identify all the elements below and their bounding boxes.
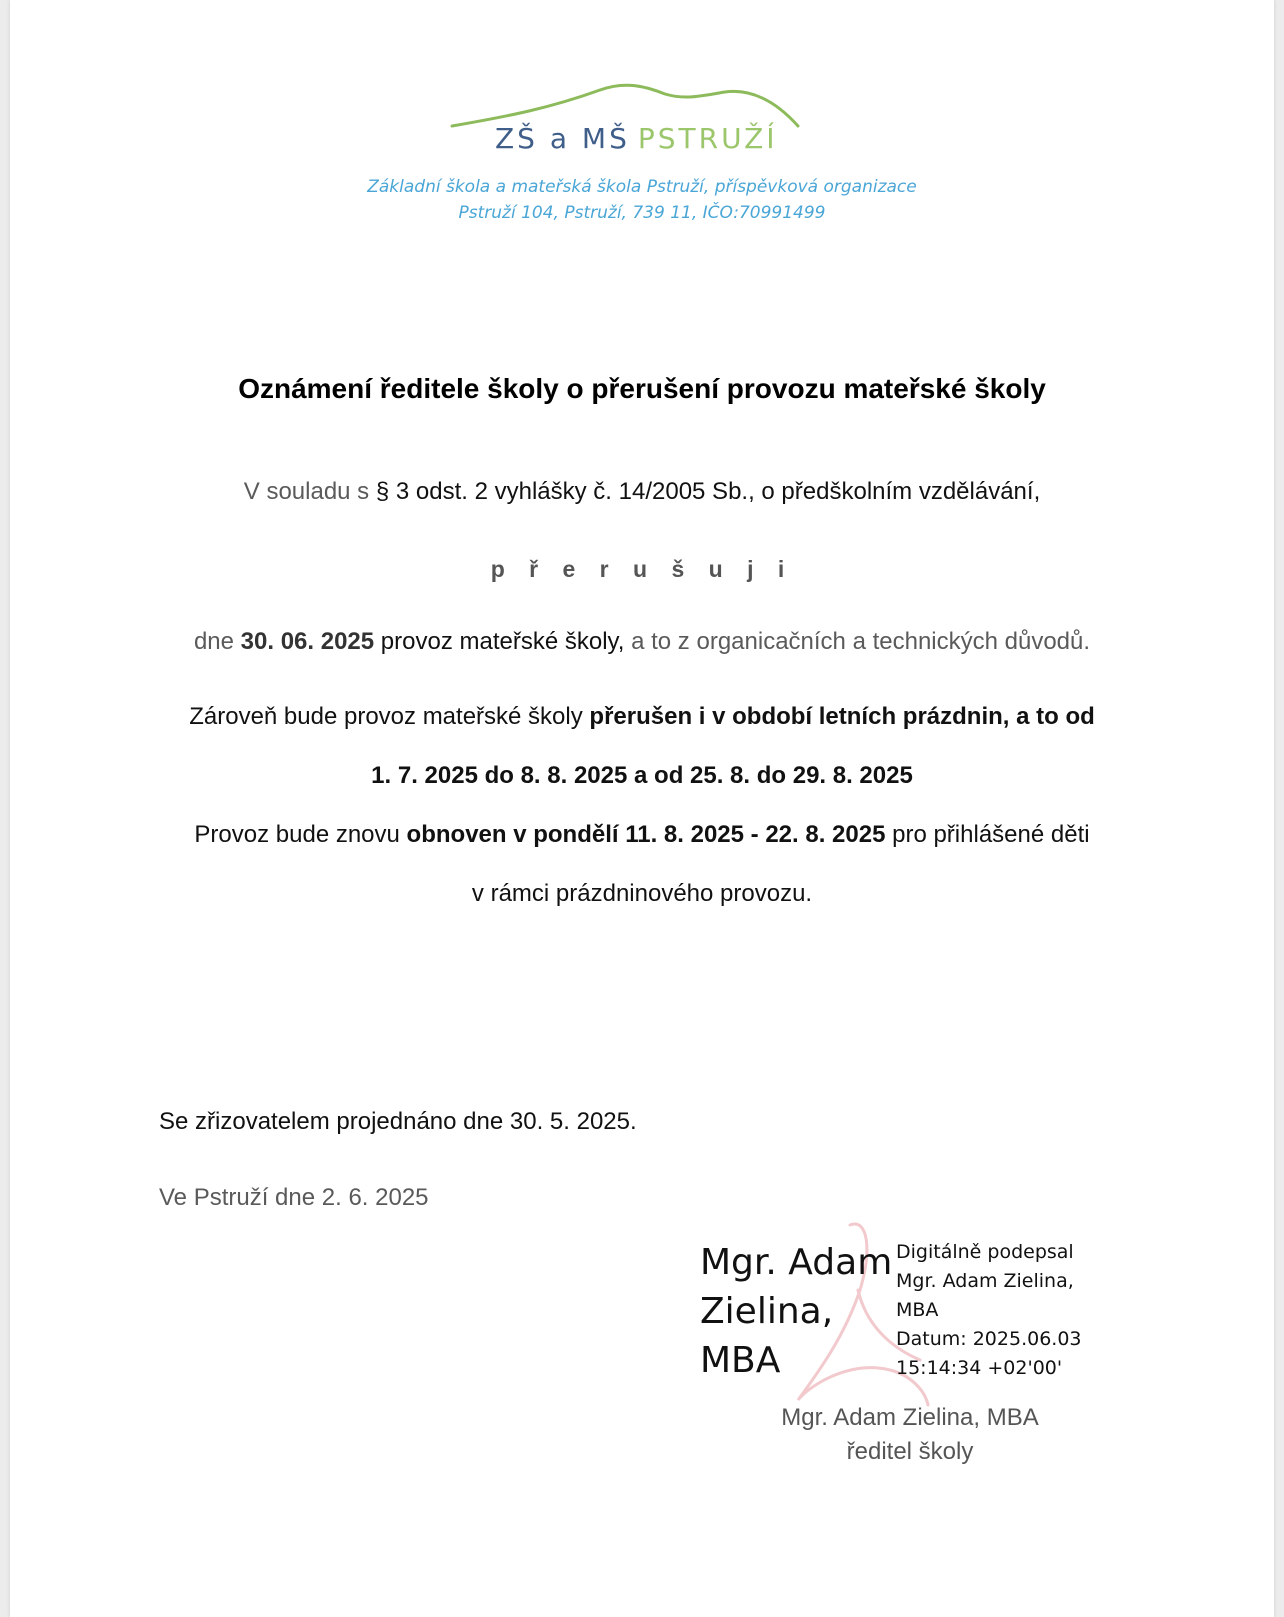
summer-interruption-line — [10, 703, 1274, 731]
logo-text-zs: ZŠ a MŠ — [495, 122, 630, 155]
date-prefix: dne — [193, 628, 241, 655]
logo-text-pstruzi: PSTRUŽÍ — [637, 122, 778, 155]
school-name: Základní škola a mateřská škola Pstruží, příspěvková organizace — [367, 177, 917, 197]
restart-line — [10, 821, 1274, 849]
restart-text: Provoz bude znovu — [194, 821, 407, 848]
school-logo — [450, 78, 830, 160]
interruption-date-line — [10, 628, 1274, 656]
signature-detail-line: Digitálně podepsal — [896, 1241, 1074, 1263]
summer-dates-line: 1. 7. 2025 do 8. 8. 2025 a od 25. 8. do 29. 8. 2025 — [371, 762, 913, 789]
signature-name-line: Zielina, — [700, 1291, 834, 1332]
legal-basis-text: § 3 odst. 2 vyhlášky č. 14/2005 Sb., o předškolním vzdělávání, — [375, 478, 1041, 505]
discussed-note: Se zřizovatelem projednáno dne 30. 5. 2025. — [159, 1108, 637, 1135]
signature-detail-line: Datum: 2025.06.03 — [896, 1328, 1082, 1350]
restart-dates: obnoven v pondělí 11. 8. 2025 - 22. 8. 2025 — [406, 821, 886, 848]
summer-interruption-bold: přerušen i v období letních prázdnin, a to od — [589, 703, 1095, 730]
interruption-reason: a to z organicačních a technických důvodů. — [624, 628, 1091, 655]
interruption-date: 30. 06. 2025 — [240, 628, 375, 655]
signature-name — [700, 1238, 892, 1385]
legal-basis-line — [10, 478, 1274, 506]
place-date: Ve Pstruží dne 2. 6. 2025 — [159, 1184, 429, 1211]
signature-details — [896, 1238, 1082, 1383]
signature-detail-line: Mgr. Adam Zielina, — [896, 1270, 1074, 1292]
signature-name-line: MBA — [700, 1340, 781, 1381]
document-page — [10, 0, 1274, 1617]
legal-basis-prefix: V souladu s — [243, 478, 376, 505]
signer-name: Mgr. Adam Zielina, MBA — [781, 1404, 1039, 1431]
restart-suffix: pro přihlášené děti — [885, 821, 1090, 848]
interrupt-word: p ř e r u š u j i — [490, 556, 794, 582]
signature-name-line: Mgr. Adam — [700, 1242, 893, 1283]
school-address: Pstruží 104, Pstruží, 739 11, IČO:70991499 — [458, 203, 826, 223]
holiday-operation-line: v rámci prázdninového provozu. — [471, 880, 813, 907]
document-title: Oznámení ředitele školy o přerušení provozu mateřské školy — [238, 373, 1046, 404]
signature-detail-line: MBA — [896, 1299, 939, 1321]
signer-role: ředitel školy — [846, 1438, 974, 1465]
logo-text — [495, 122, 778, 155]
signature-detail-line: 15:14:34 +02'00' — [896, 1357, 1063, 1379]
summer-interruption-text: Zároveň bude provoz mateřské školy — [189, 703, 590, 730]
interruption-object: provoz mateřské školy, — [374, 628, 625, 655]
